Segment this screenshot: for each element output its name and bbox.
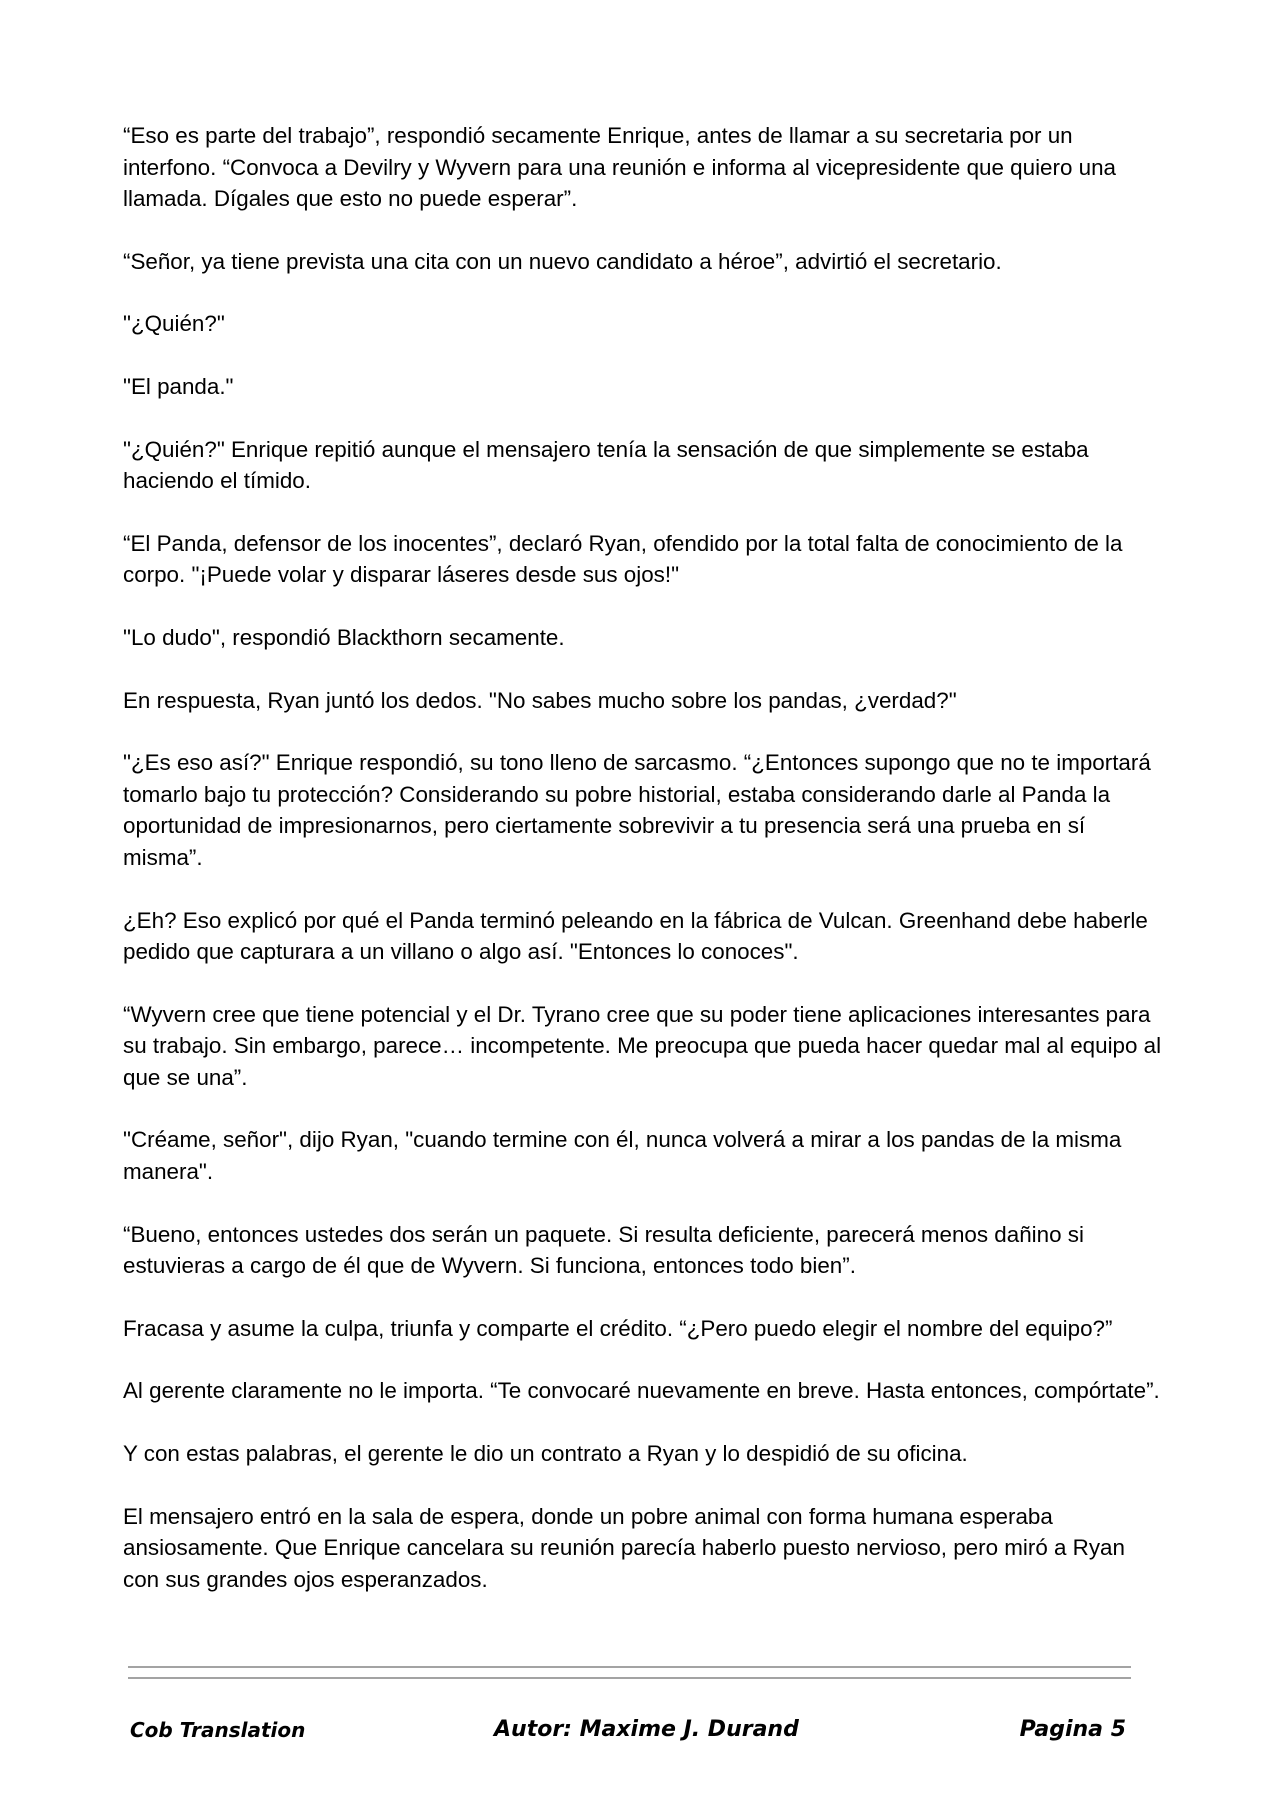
paragraph-9: "¿Es eso así?" Enrique respondió, su tono lleno de sarcasmo. “¿Entonces supongo que no te importará tomarlo bajo tu protección? Considerando su pobre historial, estaba considerando darle al Panda la oportunidad de impresionarnos, pero ciertamente sobrevivir a tu presencia será una prueba en sí misma”. <box>123 750 1151 870</box>
paragraph-4: "El panda." <box>123 373 234 399</box>
paragraph-15: Al gerente claramente no le importa. “Te convocaré nuevamente en breve. Hasta entonces, compórtate”. <box>123 1378 1160 1404</box>
paragraph-3: "¿Quién?" <box>123 311 225 337</box>
paragraph-7: "Lo dudo", respondió Blackthorn secamente. <box>123 624 565 650</box>
paragraph-8: En respuesta, Ryan juntó los dedos. "No sabes mucho sobre los pandas, ¿verdad?" <box>123 687 957 713</box>
paragraph-17: El mensajero entró en la sala de espera, donde un pobre animal con forma humana esperaba ansiosamente. Que Enrique cancelara su reunión parecía haberlo puesto nervioso, pero miró a Ryan con sus grandes ojos esperanzados. <box>123 1503 1125 1592</box>
paragraph-2: “Señor, ya tiene prevista una cita con un nuevo candidato a héroe”, advirtió el secretario. <box>123 248 1002 274</box>
footer-page-number: Pagina 5 <box>1019 1717 1126 1742</box>
paragraph-13: “Bueno, entonces ustedes dos serán un paquete. Si resulta deficiente, parecerá menos dañino si estuvieras a cargo de él que de Wyvern. Si funciona, entonces todo bien”. <box>123 1221 1084 1279</box>
footer-author: Autor: Maxime J. Durand <box>494 1717 799 1742</box>
footer-divider <box>128 1666 1131 1680</box>
footer-rule-bottom <box>128 1677 1131 1679</box>
body-text <box>123 120 1163 1626</box>
paragraph-12: "Créame, señor", dijo Ryan, "cuando termine con él, nunca volverá a mirar a los pandas de la misma manera". <box>123 1127 1122 1185</box>
paragraph-5: "¿Quién?" Enrique repitió aunque el mensajero tenía la sensación de que simplemente se estaba haciendo el tímido. <box>123 436 1089 494</box>
paragraph-1: “Eso es parte del trabajo”, respondió secamente Enrique, antes de llamar a su secretaria por un interfono. “Convoca a Devilry y Wyvern para una reunión e informa al vicepresidente que quiero una llamada. Dígales que esto no puede esperar”. <box>123 123 1116 212</box>
paragraph-6: “El Panda, defensor de los inocentes”, declaró Ryan, ofendido por la total falta de conocimiento de la corpo. "¡Puede volar y disparar láseres desde sus ojos!" <box>123 530 1123 588</box>
paragraph-14: Fracasa y asume la culpa, triunfa y comparte el crédito. “¿Pero puedo elegir el nombre del equipo?” <box>123 1315 1113 1341</box>
footer-rule-top <box>128 1666 1131 1668</box>
paragraph-11: “Wyvern cree que tiene potencial y el Dr. Tyrano cree que su poder tiene aplicaciones interesantes para su trabajo. Sin embargo, parece… incompetente. Me preocupa que pueda hacer quedar mal al equipo al que se una”. <box>123 1001 1162 1090</box>
footer-translator: Cob Translation <box>130 1718 306 1742</box>
paragraph-10: ¿Eh? Eso explicó por qué el Panda terminó peleando en la fábrica de Vulcan. Greenhand debe haberle pedido que capturara a un villano o algo así. "Entonces lo conoces". <box>123 907 1148 965</box>
paragraph-16: Y con estas palabras, el gerente le dio un contrato a Ryan y lo despidió de su oficina. <box>123 1441 968 1467</box>
